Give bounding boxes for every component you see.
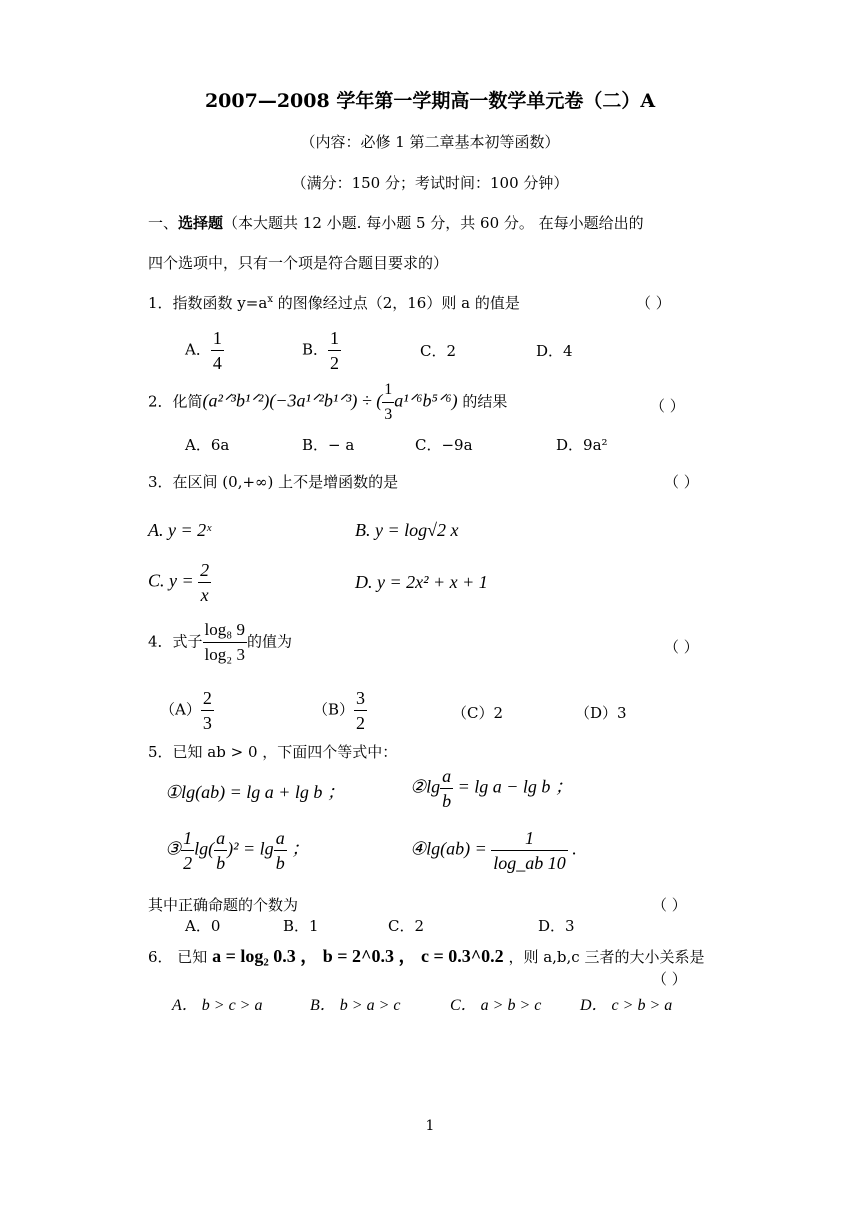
section-1-heading: 一、选择题（本大题共 12 小题. 每小题 5 分，共 60 分。 在每小题给出的 [148,214,644,232]
fraction: $\frac{1}{4}$ [212,328,222,373]
q4-option-b: （B） $\frac{3}{2}$ [313,688,366,733]
question-5: 5．已知 ab > 0 ，下面四个等式中： [148,743,398,761]
fraction: $\frac{\text{log₈ 9}}{\text{log₂ 3}}$ [204,620,245,664]
q3-option-b: B. y = log√2 x [355,520,459,540]
q3-option-c: C. y = $\frac{2}{x}$ [148,560,210,605]
q6-option-c: C． a > b > c [450,997,542,1014]
q4-option-a: （A） $\frac{2}{3}$ [160,688,212,733]
section-title: 选择题 [178,214,224,232]
answer-bracket-2: （ ） [650,397,685,415]
q5-statement-1: ①lg(ab) = lg a + lg b ； [165,782,345,802]
fraction: $\frac{a}{b}$ [216,828,226,873]
q2-option-b: B．− a [302,436,355,454]
q4-option-c: （C）2 [452,704,504,722]
q1-option-c: C．2 [420,342,457,360]
fraction: $\frac{2}{x}$ [200,560,210,605]
q3-option-d: D. y = 2x² + x + 1 [355,572,488,592]
q6-option-d: D． c > b > a [580,997,673,1014]
q6-option-b: B． b > a > c [310,997,401,1014]
q3-option-a: A. y = 2ˣ [148,520,212,540]
q1-option-b: B． $\frac{1}{2}$ [302,328,340,373]
q5-statement-2: ②lg $\frac{a}{b}$ = lg a − lg b ； [410,766,573,811]
question-2: 2．化简(a²ᐟ³b¹ᐟ²)(−3a¹ᐟ²b¹ᐟ³) ÷ ( $\frac{1}{3}$ a¹ᐟ⁶b⁵ᐟ⁶) 的结果 [148,378,507,427]
q1-option-d: D．4 [536,342,573,360]
section-1-desc: 四个选项中，只有一个项是符合题目要求的） [148,254,449,272]
q1-option-a: A． $\frac{1}{4}$ [185,328,222,373]
page-title: 2007—2008 学年第一学期高一数学单元卷（二）A [204,90,656,112]
question-3: 3．在区间 (0,+∞) 上不是增函数的是 [148,473,399,491]
answer-bracket-5: （ ） [652,896,687,914]
fraction: $\frac{3}{2}$ [356,688,366,733]
fraction: $\frac{1}{3}$ [382,378,394,427]
q2-option-c: C．−9a [415,436,473,454]
q5-option-d: D．3 [538,917,575,935]
fraction: $\frac{a}{b}$ [275,828,285,873]
q5-option-b: B．1 [283,917,319,935]
fraction: $\frac{1}{2}$ [330,328,340,373]
content-note: （内容：必修 1 第二章基本初等函数） [300,133,560,151]
q2-option-d: D．9a² [556,436,608,454]
q5-statement-4: ④lg(ab) = $\frac{1}{\log\_ab 10}$ . [410,828,577,873]
page-number: 1 [425,1118,435,1134]
q6-option-a: A． b > c > a [172,997,263,1014]
fraction: $\frac{1}{2}$ [183,828,193,873]
q5-statement-3: ③ $\frac{1}{2}$ lg( $\frac{a}{b}$ )² = lg $\frac{a}{b}$ ； [165,828,310,873]
fraction: $\frac{1}{\log\_ab 10}$ [493,828,566,873]
question-6: 6． 已知 a = log₂ 0.3 ， b = 2^0.3 ， c = 0.3^0.2 ，则 a,b,c 三者的大小关系是 [148,946,705,966]
q5-option-a: A．0 [185,917,221,935]
q5-option-c: C．2 [388,917,425,935]
exam-meta: （满分：150 分；考试时间：100 分钟） [291,174,569,192]
q5-ask: 其中正确命题的个数为 [148,896,299,914]
answer-bracket-1: （ ） [636,294,671,312]
answer-bracket-3: （ ） [664,473,699,491]
fraction: $\frac{a}{b}$ [442,766,452,811]
question-1: 1．指数函数 $y=a^x$ 的图像经过点（2，16）则 a 的值是 [148,294,520,312]
q2-option-a: A．6a [185,436,230,454]
question-4: 4．式子 $\frac{\text{log₈ 9}}{\text{log₂ 3}}$ 的值为 [148,618,292,667]
answer-bracket-6: （ ） [652,970,687,988]
fraction: $\frac{2}{3}$ [202,688,212,733]
q4-option-d: （D）3 [575,704,627,722]
answer-bracket-4: （ ） [664,638,699,656]
